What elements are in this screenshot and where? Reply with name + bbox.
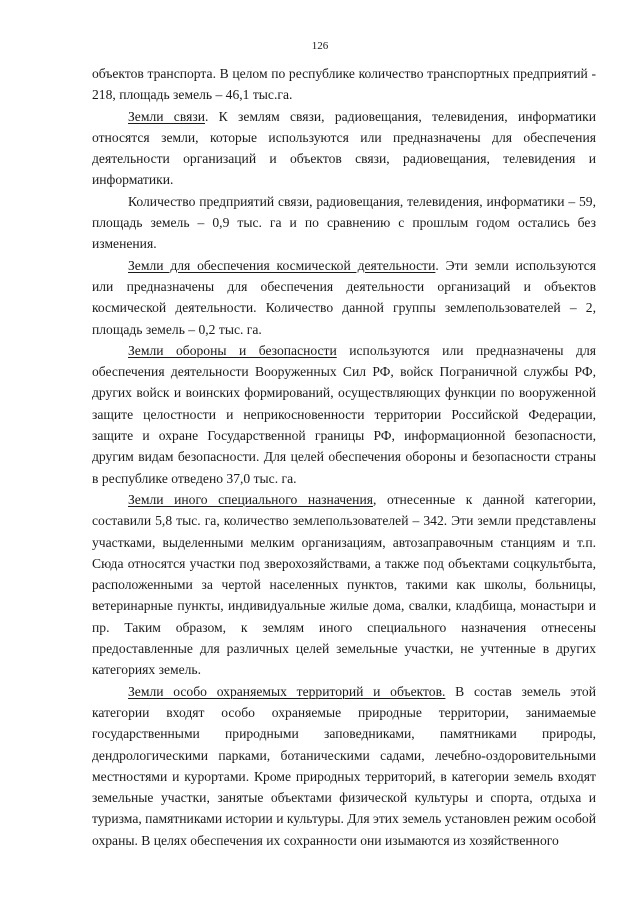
section-heading: Земли обороны и безопасности [128,342,337,358]
paragraph-text: . К землям связи, радиовещания, телевидения, информатики относятся земли, которые используются или предназначены для обеспечения деятельности организаций и объектов связи, радиовещания, телевидения и информатики. [92,108,596,188]
paragraph-text: . Эти земли используются или предназначены для обеспечения деятельности организаций и объектов космической деятельности. Количество данной группы землепользователей – 2, площадь земель – 0,2 тыс. га. [92,257,597,337]
paragraph-protected-lands [92,681,596,851]
section-heading: Земли связи [128,108,205,124]
paragraph-communication-stats [92,191,596,255]
paragraph-special-purpose-lands [92,489,596,681]
page-number: 126 [311,40,329,52]
paragraph-communication-lands [92,106,596,191]
paragraph-text: , отнесенные к данной категории, составили 5,8 тыс. га, количество землепользователей – 342. Эти земли представлены участками, выделенными мелким организациям, автозаправочным станциям и т.п. Сюда относятся участки под зверохозяйствами, а также под объектами соцкультбыта, расположенными за чертой населенных пунктов, такими как школы, больницы, ветеринарные пункты, индивидуальные жилые дома, свалки, кладбища, монастыри и пр. Таким образом, к землям иного специального назначения отнесены предоставленные для различных целей земельные участки, не учтенные в других категориях земель. [92,491,597,678]
paragraph-transport-continued [92,63,596,106]
paragraph-text: Количество предприятий связи, радиовещания, телевидения, информатики – 59, площадь земель – 0,9 тыс. га и по сравнению с прошлым годом остались без изменения. [92,193,596,252]
section-heading: Земли иного специального назначения [128,491,373,507]
section-heading: Земли особо охраняемых территорий и объектов. [128,683,446,699]
paragraph-defense-lands [92,340,596,489]
paragraph-text: объектов транспорта. В целом по республике количество транспортных предприятий - 218, площадь земель – 46,1 тыс.га. [92,66,596,103]
paragraph-text: В состав земель этой категории входят особо охраняемые природные территории, занимаемые государственными природными заповедниками, памятниками природы, дендрологическими парками, ботаническими садами, лечебно-оздоровительными местностями и курортами. Кроме природных территорий, в категории земель входят земельные участки, занятые объектами физической культуры и спорта, отдыха и туризма, памятниками истории и культуры. Для этих земель установлен режим особой охраны. В целях обеспечения их сохранности они изымаются из хозяйственного [92,683,596,848]
paragraph-text: используются или предназначены для обеспечения деятельности Вооруженных Сил РФ, войск Пограничной службы РФ, других войск и воинских формирований, осуществляющих функции по вооруженной защите целостности и неприкосновенности территории Российской Федерации, защите и охране Государственной границы РФ, информационной безопасности, другим видам безопасности. Для целей обеспечения обороны и безопасности страны в республике отведено 37,0 тыс. га. [92,342,596,486]
paragraph-space-lands [92,255,596,340]
document-body [92,63,596,851]
section-heading: Земли для обеспечения космической деятельности [128,257,436,273]
